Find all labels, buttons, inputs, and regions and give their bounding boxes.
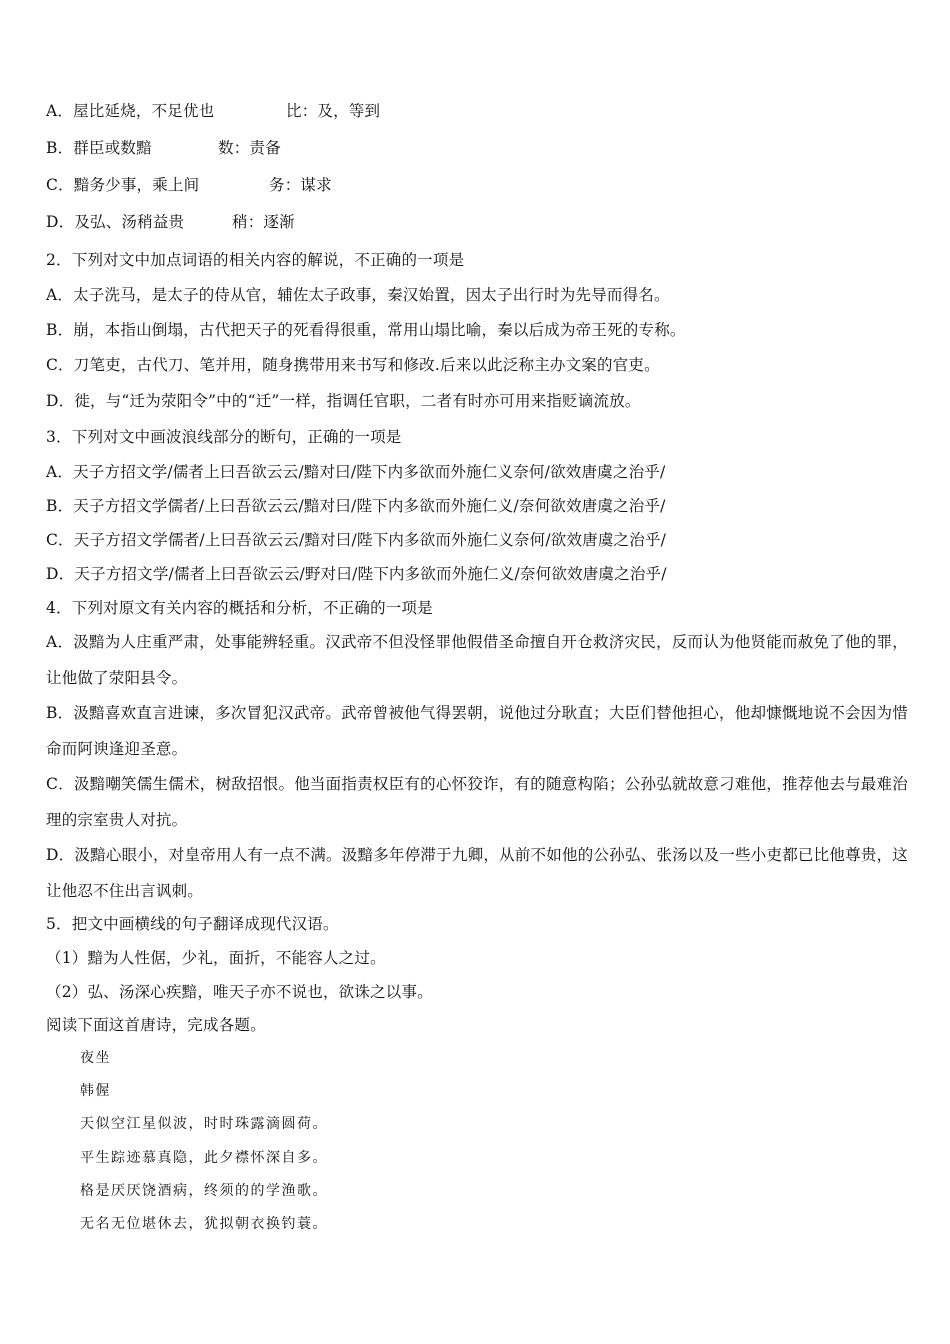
- q4-option-d: D．汲黯心眼小，对皇帝用人有一点不满。汲黯多年停滞于九卿，从前不如他的公孙弘、张汤以及一些小吏都已比他尊贵，这让他忍不住出言讽刺。: [46, 846, 908, 900]
- q2-option-c: C．刀笔吏，古代刀、笔并用，随身携带用来书写和修改.后来以此泛称主办文案的官吏。: [46, 356, 660, 374]
- reading-instruction: 阅读下面这首唐诗，完成各题。: [46, 1016, 266, 1034]
- poem-title: 夜坐: [80, 1050, 111, 1066]
- q5-item-1: （1）黯为人性倨，少礼，面折，不能容人之过。: [46, 949, 386, 967]
- q1-option-a: [46, 101, 908, 121]
- question-3-stem: 3．下列对文中画波浪线部分的断句，正确的一项是: [46, 428, 402, 446]
- option-gloss: 务：谋求: [269, 176, 332, 194]
- question-4-stem: 4．下列对原文有关内容的概括和分析，不正确的一项是: [46, 599, 433, 617]
- q4-option-c: C．汲黯嘲笑儒生儒术，树敌招恨。他当面指责权臣有的心怀狡诈，有的随意构陷；公孙弘就故意刁难他，推荐他去与最难治理的宗室贵人对抗。: [46, 775, 908, 829]
- poem-line: 平生踪迹慕真隐，此夕襟怀深自多。: [80, 1150, 328, 1166]
- q4-option-a: A．汲黯为人庄重严肃，处事能辨轻重。汉武帝不但没怪罪他假借圣命擅自开仓救济灾民，反而认为他贤能而赦免了他的罪，让他做了荥阳县令。: [46, 633, 908, 687]
- q3-option-a: A．天子方招文学/儒者上曰吾欲云云/黯对曰/陛下内多欲而外施仁义奈何/欲效唐虞之治乎/: [46, 463, 666, 481]
- q1-option-b: [46, 138, 908, 158]
- q2-option-b: B．崩，本指山倒塌，古代把天子的死看得很重，常用山塌比喻，秦以后成为帝王死的专称。: [46, 321, 686, 339]
- option-gloss: 数：责备: [218, 139, 281, 157]
- poem-line: 格是厌厌饶酒病，终须的的学渔歌。: [80, 1183, 328, 1199]
- poem-line: 天似空江星似波，时时珠露滴圆荷。: [80, 1116, 328, 1132]
- question-5-stem: 5．把文中画横线的句子翻译成现代汉语。: [46, 915, 339, 933]
- q2-option-a: A．太子洗马，是太子的侍从官，辅佐太子政事，秦汉始置，因太子出行时为先导而得名。: [46, 286, 670, 304]
- option-gloss: 稍：逐渐: [232, 213, 295, 231]
- option-text: A．屋比延烧，不足优也: [46, 102, 215, 120]
- option-text: D．及弘、汤稍益贵: [46, 213, 185, 231]
- q1-option-d: [46, 212, 908, 232]
- option-gloss: 比：及，等到: [286, 102, 381, 120]
- poem-line: 无名无位堪休去，犹拟朝衣换钓蓑。: [80, 1216, 328, 1232]
- q3-option-d: D．天子方招文学/儒者上曰吾欲云云/野对曰/陛下内多欲而外施仁义/奈何欲效唐虞之治乎/: [46, 565, 667, 583]
- q1-option-c: [46, 175, 908, 195]
- option-text: C．黯务少事，乘上间: [46, 176, 200, 194]
- q4-option-b: B．汲黯喜欢直言进谏，多次冒犯汉武帝。武帝曾被他气得罢朝，说他过分耿直；大臣们替他担心，他却慷慨地说不会因为惜命而阿谀逢迎圣意。: [46, 704, 908, 758]
- q3-option-c: C．天子方招文学儒者/上曰吾欲云云/黯对曰/陛下内多欲而外施仁义奈何/欲效唐虞之治乎/: [46, 531, 667, 549]
- q3-option-b: B．天子方招文学儒者/上曰吾欲云云/黯对曰/陛下内多欲而外施仁义/奈何欲效唐虞之治乎/: [46, 497, 666, 515]
- option-text: B．群臣或数黯: [46, 139, 152, 157]
- q2-option-d: D．徙，与“迁为荥阳令”中的“迁”一样，指调任官职，二者有时亦可用来指贬谪流放。: [46, 392, 641, 410]
- question-2-stem: 2．下列对文中加点词语的相关内容的解说，不正确的一项是: [46, 251, 465, 269]
- q5-item-2: （2）弘、汤深心疾黯，唯天子亦不说也，欲诛之以事。: [46, 983, 433, 1001]
- poem-author: 韩偓: [80, 1083, 111, 1099]
